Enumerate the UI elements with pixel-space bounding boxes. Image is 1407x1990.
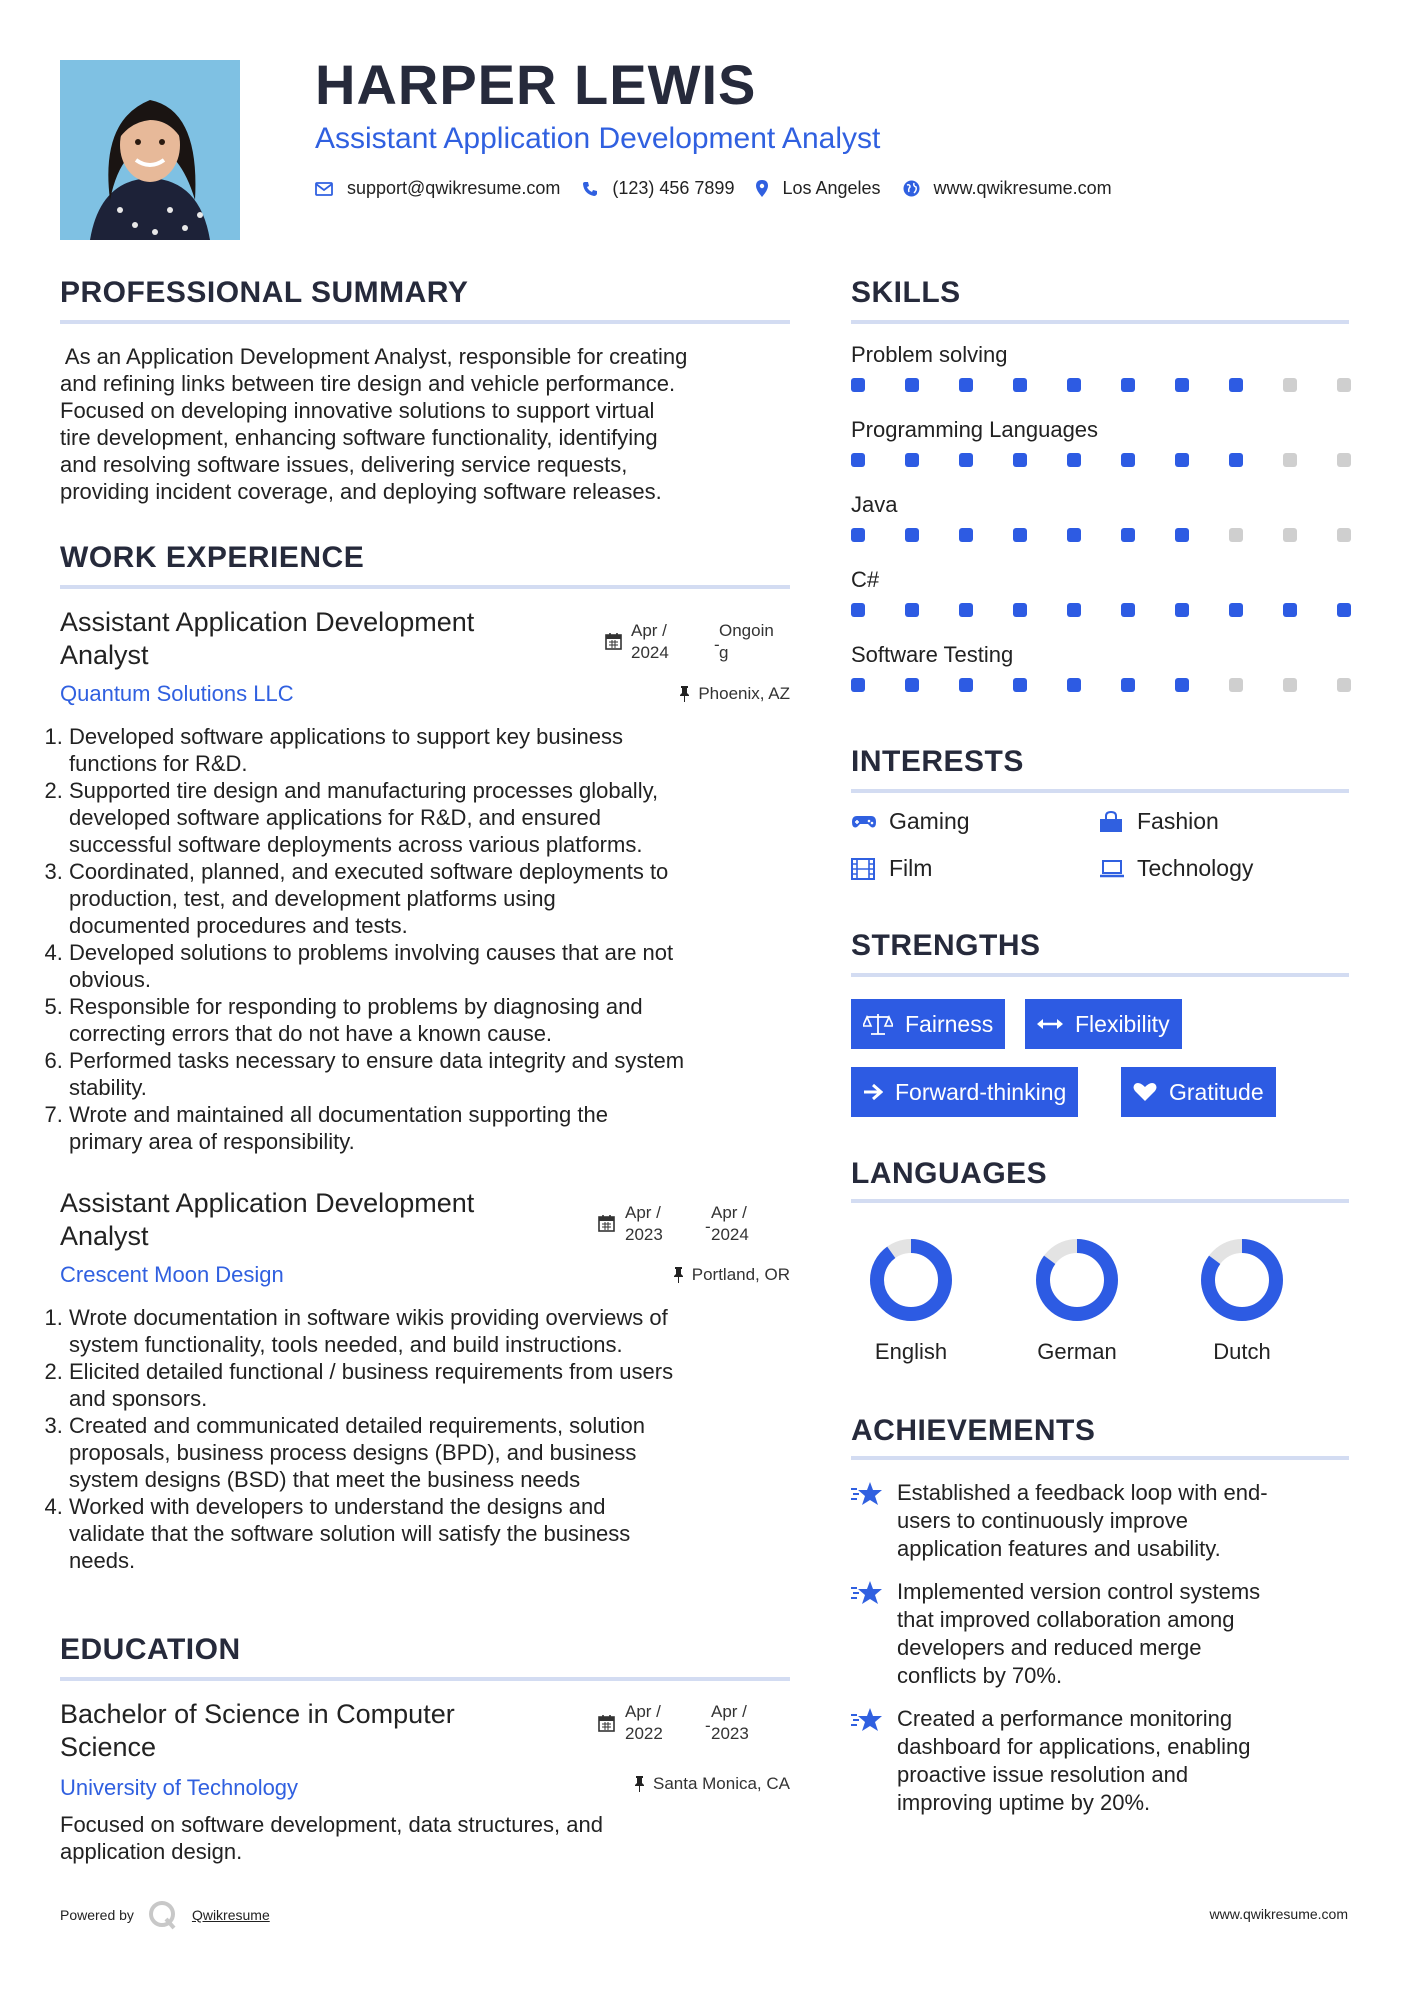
job-location	[673, 1265, 790, 1285]
interest-item	[851, 855, 932, 882]
job-title-line: Analyst	[60, 1221, 149, 1251]
skill-dot-filled	[1013, 678, 1027, 692]
skill-dot-filled	[1175, 678, 1189, 692]
bullet-line: proposals, business process designs (BPD), and business	[69, 1440, 637, 1465]
interest-item	[1099, 855, 1253, 882]
education-heading: EDUCATION	[60, 1633, 241, 1666]
skill-dot-filled	[1121, 528, 1135, 542]
skill-item	[851, 642, 1351, 717]
language-item	[851, 1235, 971, 1365]
star-icon	[851, 1578, 897, 1690]
calendar-icon	[598, 1214, 615, 1237]
bullet-item	[69, 1358, 800, 1412]
date-year: g	[719, 643, 729, 662]
skill-dot-empty	[1283, 453, 1297, 467]
language-name: German	[1037, 1339, 1117, 1364]
achievement-line: dashboard for applications, enabling	[897, 1734, 1251, 1759]
school-location	[634, 1774, 790, 1794]
skill-rating	[851, 603, 1351, 617]
skills-heading: SKILLS	[851, 276, 961, 309]
pushpin-icon	[679, 686, 690, 702]
contact-bar	[315, 178, 1134, 199]
skill-dot-filled	[905, 528, 919, 542]
achievements-heading: ACHIEVEMENTS	[851, 1414, 1096, 1447]
achievement-line: developers and reduced merge	[897, 1635, 1202, 1660]
bullet-item	[69, 1412, 800, 1493]
skill-dot-filled	[1121, 453, 1135, 467]
bullet-line: 1. Wrote documentation in software wikis providing overviews of	[69, 1305, 668, 1330]
bullet-line: correcting errors that do not have a known cause.	[69, 1021, 553, 1046]
skills-list	[851, 342, 1351, 717]
bullet-line: 7. Wrote and maintained all documentation supporting the	[69, 1102, 608, 1127]
date-month: Apr /	[631, 621, 667, 640]
pushpin-icon	[634, 1776, 645, 1792]
bullet-line: functions for R&D.	[69, 751, 248, 776]
skill-dot-empty	[1283, 528, 1297, 542]
edu-start-date	[625, 1701, 663, 1745]
profile-photo	[60, 60, 240, 240]
skill-dot-filled	[959, 603, 973, 617]
pushpin-icon	[673, 1267, 684, 1283]
achievement-item	[851, 1578, 1361, 1690]
summary-line: and refining links between tire design and vehicle performance.	[60, 371, 676, 396]
education-divider	[60, 1677, 790, 1681]
star-icon	[851, 1705, 897, 1817]
degree-line: Bachelor of Science in Computer	[60, 1699, 455, 1729]
summary-line: and resolving software issues, delivering service requests,	[60, 452, 628, 477]
skill-name: Software Testing	[851, 642, 1014, 667]
language-proficiency-arc	[877, 1246, 945, 1314]
bullet-line: primary area of responsibility.	[69, 1129, 355, 1154]
interests-heading: INTERESTS	[851, 745, 1024, 778]
strength-tag	[1121, 1067, 1276, 1117]
interest-label: Film	[889, 855, 933, 881]
achievement-line: conflicts by 70%.	[897, 1663, 1063, 1688]
skill-dot-filled	[905, 603, 919, 617]
skill-dot-filled	[905, 378, 919, 392]
skill-dot-filled	[1175, 528, 1189, 542]
website-text: www.qwikresume.com	[933, 178, 1112, 198]
bullet-line: needs.	[69, 1548, 136, 1573]
achievement-line: proactive issue resolution and	[897, 1762, 1189, 1787]
interest-item	[1099, 808, 1219, 835]
job-location	[679, 684, 790, 704]
skill-dot-empty	[1229, 528, 1243, 542]
language-item	[1017, 1235, 1137, 1365]
skill-dot-filled	[1229, 603, 1243, 617]
phone-text: (123) 456 7899	[612, 178, 735, 198]
bullet-line: 3. Created and communicated detailed requirements, solution	[69, 1413, 645, 1438]
date-separator: -	[705, 1217, 711, 1236]
skill-dot-filled	[1013, 378, 1027, 392]
map-pin-icon	[756, 180, 768, 197]
brand-link[interactable]: Qwikresume	[191, 1907, 270, 1923]
date-year: 2023	[625, 1225, 663, 1244]
education-description	[60, 1811, 800, 1865]
school-name[interactable]: University of Technology	[60, 1775, 299, 1800]
skill-dot-filled	[1229, 453, 1243, 467]
skill-rating	[851, 528, 1351, 542]
skill-name: C#	[851, 567, 880, 592]
strength-tag	[1025, 999, 1182, 1049]
language-donut	[1197, 1235, 1287, 1325]
job-end-date	[711, 1202, 749, 1246]
skill-dot-filled	[851, 453, 865, 467]
languages-heading: LANGUAGES	[851, 1157, 1048, 1190]
bullet-line: obvious.	[69, 967, 151, 992]
bullet-line: 4. Developed solutions to problems involving causes that are not	[69, 940, 674, 965]
job-title-line: Assistant Application Development	[60, 607, 475, 637]
date-year: 2024	[711, 1225, 749, 1244]
powered-by-text: Powered by	[60, 1907, 134, 1923]
scale-icon	[863, 1012, 893, 1036]
achievement-text	[897, 1578, 1260, 1690]
skill-dot-empty	[1337, 528, 1351, 542]
skill-dot-filled	[851, 378, 865, 392]
strengths-heading: STRENGTHS	[851, 929, 1041, 962]
location-text: Portland, OR	[691, 1265, 790, 1284]
bullet-item	[69, 993, 800, 1047]
film-icon	[851, 858, 889, 880]
skill-dot-filled	[1013, 603, 1027, 617]
job-start-date	[631, 620, 669, 664]
location-text: Los Angeles	[782, 178, 881, 198]
skill-dot-filled	[905, 678, 919, 692]
bullet-item	[69, 777, 800, 858]
skill-dot-filled	[1283, 603, 1297, 617]
skill-name: Problem solving	[851, 342, 1008, 367]
job-start-date	[625, 1202, 663, 1246]
contact-location	[756, 178, 880, 199]
achievement-line: application features and usability.	[897, 1536, 1221, 1561]
heart-icon	[1133, 1082, 1157, 1102]
languages-divider	[851, 1199, 1349, 1203]
envelope-icon	[315, 182, 333, 196]
achievement-item	[851, 1705, 1361, 1817]
shopping-bag-icon	[1099, 811, 1137, 833]
portrait-image	[60, 60, 240, 240]
language-donut	[866, 1235, 956, 1325]
globe-icon	[903, 180, 920, 197]
star-icon	[851, 1479, 897, 1563]
strength-label: Fairness	[905, 1010, 994, 1037]
bullet-item	[69, 1304, 800, 1358]
interest-label: Fashion	[1137, 808, 1219, 834]
laptop-icon	[1099, 859, 1137, 879]
bullet-item	[69, 1493, 800, 1574]
location-text: Santa Monica, CA	[652, 1774, 790, 1793]
skill-dot-empty	[1283, 378, 1297, 392]
bullet-item	[69, 1101, 800, 1155]
summary-line: tire development, enhancing software functionality, identifying	[60, 425, 658, 450]
skill-dot-empty	[1283, 678, 1297, 692]
bullet-line: successful software deployments across various platforms.	[69, 832, 643, 857]
skill-dot-filled	[1229, 378, 1243, 392]
bullet-line: 6. Performed tasks necessary to ensure data integrity and system	[69, 1048, 685, 1073]
bullet-line: stability.	[69, 1075, 147, 1100]
summary-line: Focused on developing innovative solutions to support virtual	[60, 398, 655, 423]
skill-dot-filled	[959, 453, 973, 467]
skill-item	[851, 492, 1351, 567]
language-item	[1182, 1235, 1302, 1365]
date-month: Apr /	[625, 1702, 661, 1721]
achievement-line: Created a performance monitoring	[897, 1706, 1233, 1731]
skill-dot-empty	[1337, 378, 1351, 392]
bullet-line: and sponsors.	[69, 1386, 208, 1411]
bullet-line: documented procedures and tests.	[69, 913, 408, 938]
skill-item	[851, 567, 1351, 642]
achievement-text	[897, 1479, 1268, 1563]
skill-rating	[851, 378, 1351, 392]
interest-item	[851, 808, 970, 835]
candidate-name: HARPER LEWIS	[315, 53, 757, 116]
degree-line: Science	[60, 1732, 157, 1762]
job-company[interactable]: Quantum Solutions LLC	[60, 681, 294, 706]
summary-line: As an Application Development Analyst, responsible for creating	[60, 344, 688, 369]
skill-dot-filled	[851, 678, 865, 692]
job-bullets	[50, 723, 800, 1155]
achievement-line: that improved collaboration among	[897, 1607, 1235, 1632]
bullet-line: system functionality, tools needed, and build instructions.	[69, 1332, 623, 1357]
bullet-item	[69, 858, 800, 939]
skill-dot-filled	[1175, 603, 1189, 617]
bullet-line: 5. Responsible for responding to problems by diagnosing and	[69, 994, 643, 1019]
bullet-line: 2. Supported tire design and manufacturing processes globally,	[69, 778, 659, 803]
date-separator: -	[714, 635, 720, 654]
gamepad-icon	[851, 814, 889, 830]
skill-name: Java	[851, 492, 898, 517]
achievement-line: users to continuously improve	[897, 1508, 1189, 1533]
qwikresume-logo-icon	[148, 1900, 178, 1930]
summary-line: providing incident coverage, and deploying software releases.	[60, 479, 662, 504]
contact-email[interactable]	[315, 178, 560, 199]
summary-divider	[60, 320, 790, 324]
skill-item	[851, 417, 1351, 492]
bullet-line: 4. Worked with developers to understand the designs and	[69, 1494, 606, 1519]
date-year: 2022	[625, 1724, 663, 1743]
skill-dot-filled	[959, 678, 973, 692]
skill-dot-filled	[851, 528, 865, 542]
date-month: Ongoin	[719, 621, 774, 640]
job-bullets	[50, 1304, 800, 1574]
work-heading: WORK EXPERIENCE	[60, 541, 365, 574]
achievement-text	[897, 1705, 1250, 1817]
skill-dot-filled	[1121, 603, 1135, 617]
arrow-right-icon	[863, 1083, 883, 1101]
skill-name: Programming Languages	[851, 417, 1099, 442]
bullet-item	[69, 1047, 800, 1101]
job-end-date	[719, 620, 774, 664]
skill-dot-filled	[905, 453, 919, 467]
bullet-item	[69, 939, 800, 993]
date-year: 2024	[631, 643, 669, 662]
skill-dot-filled	[1013, 528, 1027, 542]
achievement-line: Established a feedback loop with end-	[897, 1480, 1268, 1505]
interest-label: Gaming	[889, 808, 970, 834]
desc-line: Focused on software development, data structures, and	[60, 1812, 603, 1837]
date-month: Apr /	[625, 1203, 661, 1222]
contact-website[interactable]	[903, 178, 1112, 199]
phone-icon	[582, 181, 598, 197]
job-title-line: Assistant Application Development	[60, 1188, 475, 1218]
achievement-line: Implemented version control systems	[897, 1579, 1261, 1604]
contact-phone[interactable]	[582, 178, 734, 199]
skill-item	[851, 342, 1351, 417]
skill-dot-filled	[1013, 453, 1027, 467]
skill-dot-filled	[1337, 603, 1351, 617]
skill-dot-filled	[1067, 603, 1081, 617]
skill-rating	[851, 678, 1351, 692]
strength-label: Flexibility	[1075, 1010, 1170, 1037]
job-title	[60, 606, 580, 672]
desc-line: application design.	[60, 1839, 243, 1864]
calendar-icon	[598, 1714, 615, 1737]
date-month: Apr /	[711, 1702, 747, 1721]
footer-site[interactable]: www.qwikresume.com	[1209, 1906, 1348, 1922]
skill-dot-filled	[959, 528, 973, 542]
skill-dot-filled	[1121, 678, 1135, 692]
language-name: English	[874, 1339, 948, 1364]
bullet-line: 1. Developed software applications to support key business	[69, 724, 623, 749]
bullet-line: system designs (BSD) that meet the business needs	[69, 1467, 581, 1492]
bullet-item	[69, 723, 800, 777]
skill-dot-filled	[1121, 378, 1135, 392]
location-text: Phoenix, AZ	[698, 684, 790, 703]
job-title	[60, 1187, 580, 1253]
bullet-line: 3. Coordinated, planned, and executed software deployments to	[69, 859, 669, 884]
language-donut	[1032, 1235, 1122, 1325]
achievements-divider	[851, 1456, 1349, 1460]
job-company[interactable]: Crescent Moon Design	[60, 1262, 284, 1287]
strength-tag	[851, 999, 1005, 1049]
strength-label: Forward-thinking	[895, 1078, 1067, 1105]
work-divider	[60, 585, 790, 589]
strength-label: Gratitude	[1169, 1078, 1264, 1105]
achievement-item	[851, 1479, 1361, 1563]
skill-dot-filled	[1067, 453, 1081, 467]
skills-divider	[851, 320, 1349, 324]
skill-dot-filled	[1067, 528, 1081, 542]
skill-dot-filled	[1175, 378, 1189, 392]
candidate-title: Assistant Application Development Analyst	[315, 122, 881, 155]
bullet-line: 2. Elicited detailed functional / business requirements from users	[69, 1359, 674, 1384]
email-text: support@qwikresume.com	[347, 178, 561, 198]
skill-dot-empty	[1337, 453, 1351, 467]
achievement-line: improving uptime by 20%.	[897, 1790, 1151, 1815]
summary-heading: PROFESSIONAL SUMMARY	[60, 276, 469, 309]
date-year: 2023	[711, 1724, 749, 1743]
skill-dot-filled	[1175, 453, 1189, 467]
skill-dot-empty	[1229, 678, 1243, 692]
bullet-line: validate that the software solution will satisfy the business	[69, 1521, 631, 1546]
summary-text	[60, 343, 800, 505]
date-month: Apr /	[711, 1203, 747, 1222]
bullet-line: developed software applications for R&D, and ensured	[69, 805, 601, 830]
skill-rating	[851, 453, 1351, 467]
bullet-line: production, test, and development platforms using	[69, 886, 556, 911]
skill-dot-filled	[1067, 378, 1081, 392]
job-title-line: Analyst	[60, 640, 149, 670]
strengths-divider	[851, 973, 1349, 977]
skill-dot-filled	[851, 603, 865, 617]
skill-dot-empty	[1337, 678, 1351, 692]
language-name: Dutch	[1213, 1339, 1271, 1364]
skill-dot-filled	[1067, 678, 1081, 692]
footer-powered	[60, 1900, 270, 1930]
interest-label: Technology	[1137, 855, 1254, 881]
skill-dot-filled	[959, 378, 973, 392]
calendar-icon	[605, 632, 622, 655]
arrows-horizontal-icon	[1037, 1017, 1063, 1031]
interests-divider	[851, 789, 1349, 793]
date-separator: -	[705, 1716, 711, 1735]
degree-title	[60, 1698, 580, 1764]
strength-tag	[851, 1067, 1078, 1117]
edu-end-date	[711, 1701, 749, 1745]
